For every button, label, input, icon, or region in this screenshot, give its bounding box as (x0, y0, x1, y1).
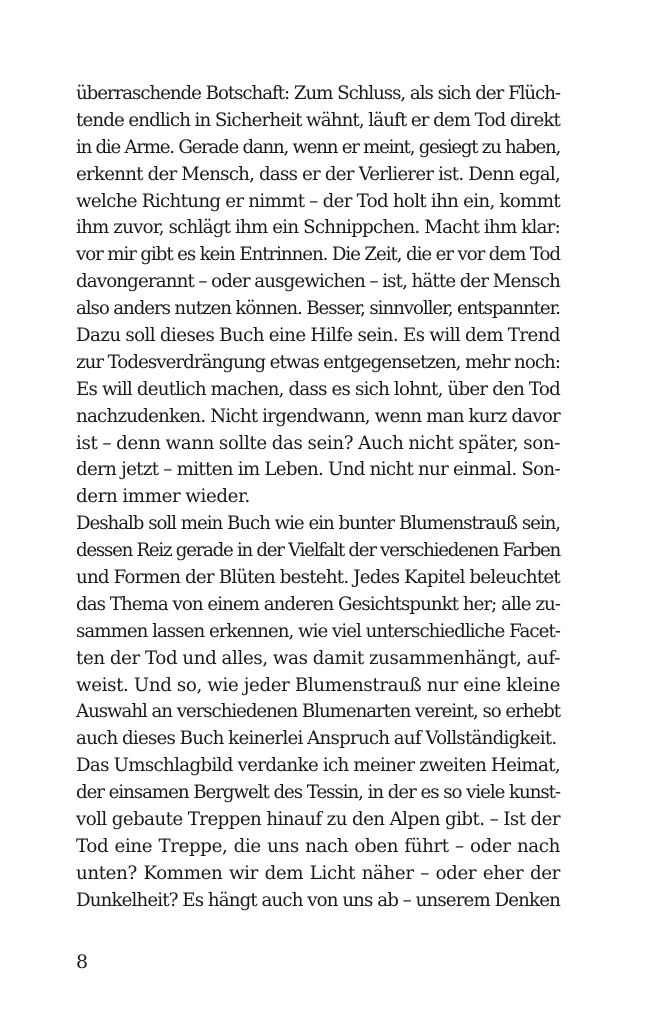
text-line: dessen Reiz gerade in der Vielfalt der verschiedenen Farben (76, 540, 560, 562)
text-line: überraschende Botschaft: Zum Schluss, als sich der Flüch- (76, 83, 560, 104)
text-line: das Thema von einem anderen Gesichtspunkt her; alle zu- (76, 593, 560, 615)
text-line: Auswahl an verschiedenen Blumenarten vereint, so erhebt (76, 701, 560, 723)
text-line: und Formen der Blüten besteht. Jedes Kapitel beleuchtet (76, 567, 560, 589)
text-line: voll gebaute Treppen hinauf zu den Alpen gibt. – Ist der (76, 809, 560, 831)
text-line: davongerannt – oder ausgewichen – ist, hätte der Mensch (76, 271, 560, 293)
text-line: Es will deutlich machen, dass es sich lohnt, über den Tod (76, 378, 560, 400)
text-line: dern jetzt – mitten im Leben. Und nicht nur einmal. Son- (76, 459, 560, 481)
text-line: welche Richtung er nimmt – der Tod holt ihn ein, kommt (76, 190, 560, 212)
text-line: dern immer wieder. (76, 486, 250, 508)
text-line: weist. Und so, wie jeder Blumenstrauß nur eine kleine (76, 674, 560, 696)
text-line: Das Umschlagbild verdanke ich meiner zweiten Heimat, (76, 755, 560, 777)
text-line: vor mir gibt es kein Entrinnen. Die Zeit, die er vor dem Tod (76, 244, 560, 266)
text-line: tende endlich in Sicherheit wähnt, läuft er dem Tod direkt (76, 109, 560, 131)
text-line: also anders nutzen können. Besser, sinnvoller, entspannter. (76, 298, 560, 320)
text-line: nachzudenken. Nicht irgendwann, wenn man kurz davor (76, 405, 560, 427)
text-line: der einsamen Bergwelt des Tessin, in der es so viele kunst- (76, 782, 560, 804)
text-line: Dunkelheit? Es hängt auch von uns ab – unserem Denken (76, 889, 560, 911)
text-line: Deshalb soll mein Buch wie ein bunter Blumenstrauß sein, (76, 513, 560, 535)
page-number: 8 (76, 951, 89, 973)
text-line: ten der Tod und alles, was damit zusammenhängt, auf- (76, 647, 560, 669)
text-line: ist – denn wann sollte das sein? Auch nicht später, son- (76, 432, 560, 454)
body-text (76, 81, 560, 915)
text-line: in die Arme. Gerade dann, wenn er meint, gesiegt zu haben, (76, 136, 560, 158)
text-line: ihm zuvor, schlägt ihm ein Schnippchen. Macht ihm klar: (76, 217, 560, 239)
text-line: Tod eine Treppe, die uns nach oben führt – oder nach (76, 835, 560, 857)
text-line: auch dieses Buch keinerlei Anspruch auf Vollständigkeit. (76, 728, 557, 750)
text-line: erkennt der Mensch, dass er der Verlierer ist. Denn egal, (76, 163, 560, 185)
text-line: sammen lassen erkennen, wie viel unterschiedliche Facet- (76, 620, 560, 642)
text-line: zur Todesverdrängung etwas entgegensetzen, mehr noch: (76, 351, 560, 373)
text-line: unten? Kommen wir dem Licht näher – oder eher der (76, 862, 560, 884)
text-line: Dazu soll dieses Buch eine Hilfe sein. Es will dem Trend (76, 325, 560, 347)
